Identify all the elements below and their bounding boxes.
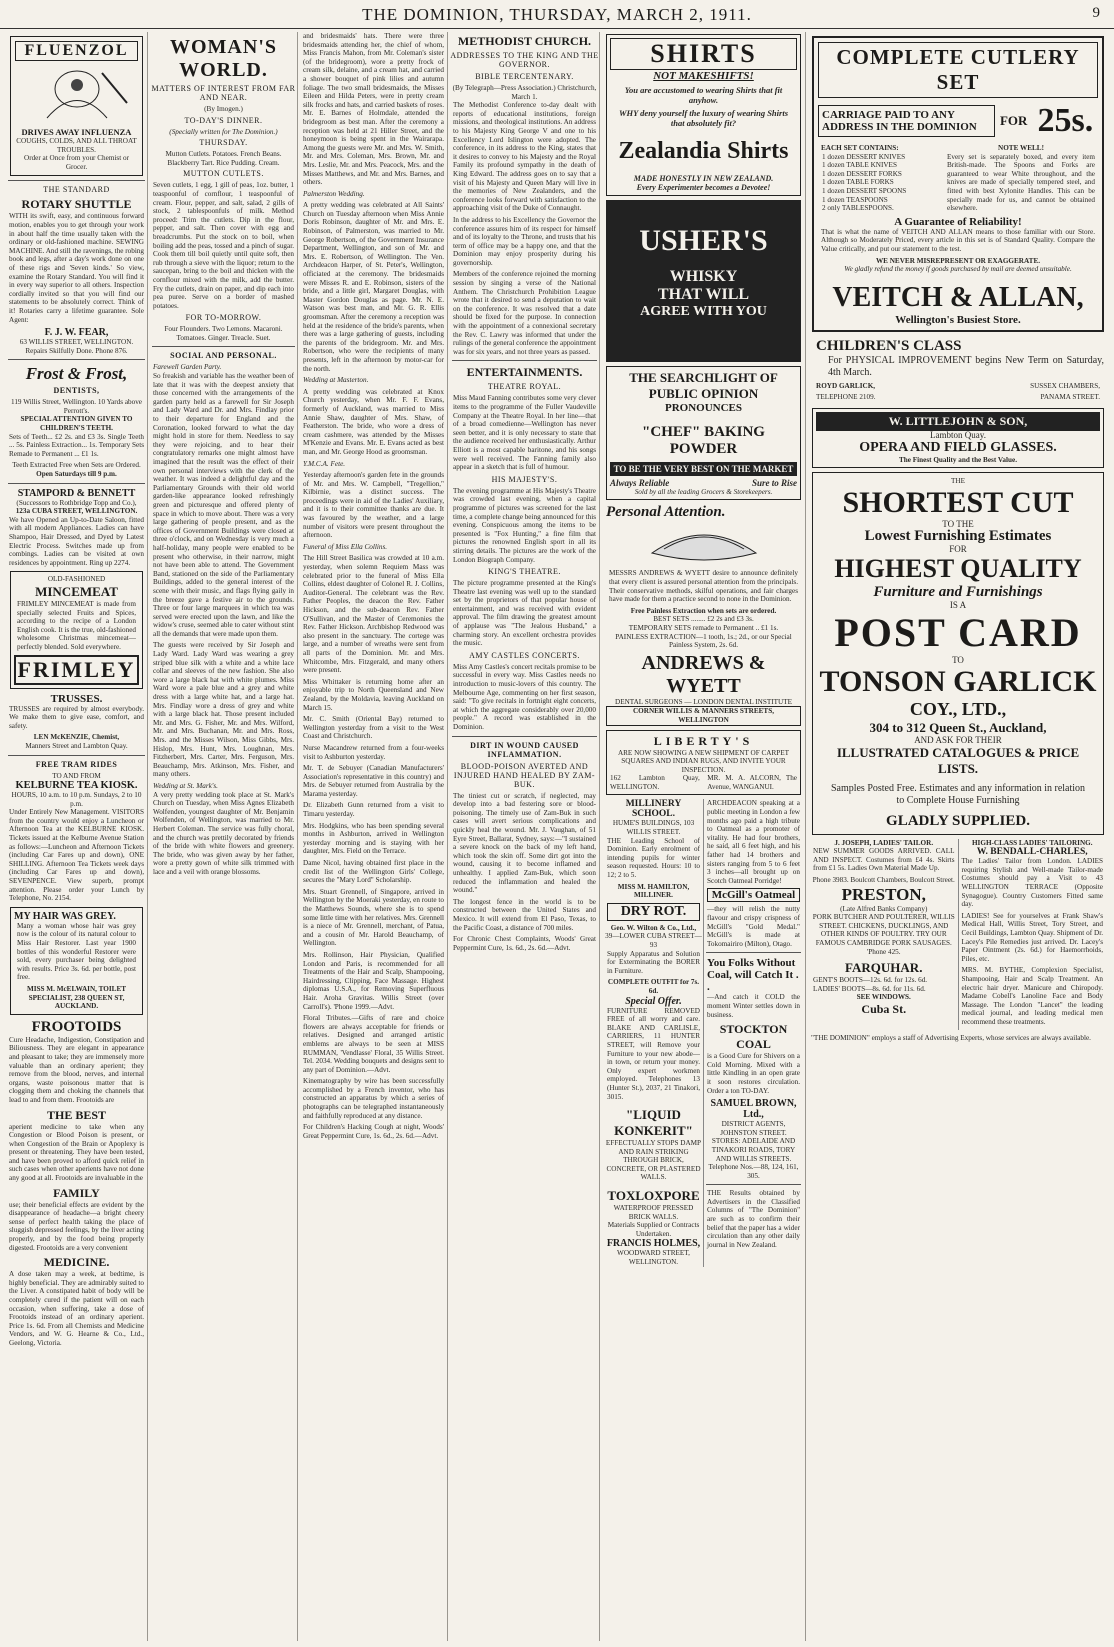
wedding-head: Wedding at St. Mark's.	[153, 781, 218, 790]
stampord-title: STAMPORD & BENNETT	[17, 487, 136, 499]
kiosk-body: Under Entirely New Management. VISITORS from the country would enjoy a Luncheon or Afternoon Tea at the KELBURNE KIOSK. Tickets issued at the Kelburne Avenue Station as follows:—Luncheon and Afternoon Tickets (including Car Fares up and down), ONE SHILLING. Afternoon Tea Tickets week days (including Car Fares up and down), SEVENPENCE. View superb, prompt attention. Please order your Lunch by Telephone, No. 2154.	[9, 808, 144, 903]
thursday-head: THURSDAY.	[199, 138, 248, 148]
cutlery-price: 25s.	[1037, 102, 1094, 139]
personal-painless-2: PAINLESS EXTRACTION—1 tooth, 1s.; 2d., or our Special Painless System, 2s. 6d.	[615, 632, 792, 650]
farquhar-title: FARQUHAR.	[845, 960, 923, 976]
toxloxpore-title: TOXLOXPORE	[607, 1188, 700, 1204]
cutlery-items	[818, 153, 944, 213]
preston-phone: 'Phone 425.	[866, 947, 901, 956]
folks-title: You Folks Without Coal, will Catch It . .	[707, 957, 799, 994]
social-head: SOCIAL AND PERSONAL.	[170, 351, 277, 361]
rotary-agent: F. J. W. FEAR,	[44, 327, 109, 339]
cutlery-guarantee-body: That is what the name of VEITCH AND ALLAN means to those familiar with our Store. Although so Moderately Priced, every article in this set is of Standard Quality. Compare the Value critically, and put our statement to the test.	[821, 227, 1095, 253]
castles-body: Miss Amy Castles's concert recitals promise to be successful in every way. Miss Castles needs no introduction to music-lovers of this country. The Melbourne Age, commenting on her first season, said: "To give recitals in fortnight eight concerts, at which the aggregate considerably over 20,000 people." A record was established in the Dominion.	[453, 662, 596, 731]
brown-company: SAMUEL BROWN, Ltd.,	[710, 1098, 797, 1121]
tonson-the: THE	[951, 477, 965, 486]
littlejohn-opera: OPERA AND FIELD GLASSES.	[859, 439, 1057, 455]
cutlery-refund: We gladly refund the money if goods purchased by mail are deemed unsuitable.	[844, 265, 1072, 274]
usher-ad	[606, 200, 801, 362]
millinery-body: THE Leading School of Dominion. Early enrolment of intending pupils for winter season requested. Hours: 10 to 12; 2 to 5.	[607, 836, 700, 880]
col5-left	[604, 799, 704, 1266]
recipe-body: Seven cutlets, 1 egg, 1 gill of peas, 1oz. butter, 1 teaspoonful of cornflour, 1 teaspoonful of cream. Flour, pepper, and salt, salad, 2 gills of stock, 2 tablespoonfuls of milk. Method proceed: Trim the cutlets. Dip in the flour, pepper, and salt. Then cover with egg and breadcrumbs. Put the stock on to boil, when boiling add the peas, tossed and a pinch of sugar. Cook them till boil quietly until quite soft, then rub through a sieve with the liquor; return to the saucepan, bring to the boil and thicken with the cornflour mixed with the milk, add the butter. Fry the cutlets, drain on paper, and dip each into pea puree. Serve on a border of mashed potatoes.	[153, 181, 294, 310]
tonson-catalogues: ILLUSTRATED CATALOGUES & PRICE LISTS.	[836, 744, 1080, 776]
tonson-gladly: GLADLY SUPPLIED.	[886, 812, 1030, 829]
fluenzol-line-3: Order at Once from your Chemist or Grocer.	[24, 154, 129, 171]
cutlery-note-body: Every set is separately boxed, and every item British-made. The Spoons and Forks are guaranteed to wear White throughout, and the knives are made of specially tempered steel, and fitted with best Xylonite Handles. This can be specially made for us, and cannot be obtained elsewhere.	[947, 152, 1095, 213]
cutlery-item: 1 dozen TEASPOONS	[822, 195, 888, 204]
children-tel: TELEPHONE 2109.	[816, 393, 876, 402]
blood-head: BLOOD-POISON AVERTED AND INJURED HAND HEALED BY ZAM-BUK.	[453, 761, 596, 789]
joseph-title: J. JOSEPH, LADIES' TAILOR.	[834, 838, 934, 847]
tonson-tto: TO	[952, 655, 964, 666]
tonson-coy: COY., LTD.,	[909, 699, 1007, 720]
stampord-address: 123a CUBA STREET, WELLINGTON.	[15, 507, 138, 516]
majesty-head: HIS MAJESTY'S.	[491, 474, 558, 484]
children-where-2: PANAMA STREET.	[1040, 393, 1100, 402]
rotary-address: 63 WILLIS STREET, WELLINGTON.	[19, 338, 134, 347]
divider	[8, 755, 145, 756]
shirts-brand: Zealandia Shirts	[618, 138, 789, 164]
dryrot-company: Geo. W. Wilton & Co., Ltd.,	[610, 923, 697, 932]
toxloxpore-company: FRANCIS HOLMES,	[606, 1238, 701, 1250]
tonson-ad	[812, 472, 1104, 835]
brown-stores: STORES: ADELAIDE AND TINAKORI ROADS, TORY AND WILLIS STREETS.	[711, 1137, 796, 1163]
farquhar-boots: GENT'S BOOTS—12s. 6d. for 12s. 6d.	[813, 976, 928, 985]
frootoids-body: Cure Headache, Indigestion, Constipation and Biliousness. They are elegant in appearance and pleasant to take; they are immensely more valuable than an ordinary aperient; they remove from the blood, nerves, and internal organs, waste poisonous matter that is clogging them and choking the channels that lead to and from them. Frootoids are	[9, 1035, 144, 1104]
chef-best: TO BE THE VERY BEST ON THE MARKET	[610, 462, 797, 476]
column-5	[602, 32, 806, 1641]
hair-body: Many a woman whose hair was grey now is the colour of its natural colour to Miss Hair Restorer. Last year 1900 bottles of this wonderful Restorer were sold, every purchaser being delighted with results. Price 3s. 6d. per bottle, post free.	[17, 921, 136, 982]
rotary-body: WITH its swift, easy, and continuous forward motion, enables you to get through your work in about half the time usually taken with the ordinary or old-fashioned machine. SEWING MACHINE. And still the ravenings, the robing book and legs, after a day's work done on one of these rigs and 'Seven kinds.' So view, examine the Rotary Standard. You will find it in every way superior to all others. Inspection cordially invited so that you will find our statements to be absolutely correct. Think of it! Rotaries carry a lifetime guarantee. Sole Agent:	[9, 212, 144, 324]
social-body-3: A very pretty wedding took place at St. Mark's Church on Tuesday, when Miss Agnes Elizabeth Wolfenden, youngest daughter of Mr. Benjamin Wolfenden, of Wellington, was married to Mr. Herbert Coleman. The service was fully choral, and the church was prettily decorated by friends of the bride with white flowers and greenery. The bride, who was given away by her father, wore a pretty gown of white silk trimmed with lace and a veil with orange blossoms.	[153, 790, 294, 876]
toxloxpore-body: WATERPROOF PRESSED BRICK WALLS.	[613, 1204, 694, 1221]
tonson-highest: HIGHEST QUALITY	[834, 553, 1082, 583]
andrews-wyett-brand: ANDREWS & WYETT	[641, 651, 766, 697]
tonson-furnishings: Furniture and Furnishings	[873, 583, 1043, 600]
brown-agents: DISTRICT AGENTS, JOHNSTON STREET.	[720, 1120, 787, 1137]
tonson-post-card: POST CARD	[834, 610, 1082, 656]
cutlery-item: 1 dozen DESSERT SPOONS	[822, 186, 907, 195]
cutlery-for: FOR	[999, 113, 1028, 128]
divider	[8, 180, 145, 181]
farquhar-ladies: LADIES' BOOTS—8s. 6d. for 11s. 6d.	[813, 984, 926, 993]
shirts-ad	[606, 34, 801, 196]
fluenzol-illustration	[17, 63, 137, 125]
frootoids-family-body: use; their beneficial effects are evident by the disappearance of headache—a bright cheery sense of perfect health taking the place of sluggish depressed feelings, by the liver acting properly, and by the food being properly digested. Frootoids are a very convenient	[9, 1200, 144, 1252]
dinner-head: TO-DAY'S DINNER.	[184, 115, 263, 125]
column-1	[6, 32, 148, 1641]
chef-always: Always Reliable	[610, 478, 670, 489]
trusses-address: Manners Street and Lambton Quay.	[25, 741, 128, 750]
liberty-title: LIBERTY'S	[653, 733, 754, 748]
tonson-ask: AND ASK FOR THEIR	[914, 735, 1002, 746]
dryrot-outfit: COMPLETE OUTFIT for 7s. 6d.	[607, 978, 700, 995]
bendall-title: HIGH-CLASS LADIES' TAILORING.	[971, 838, 1093, 847]
liberty-address-2: MR. M. A. ALCORN, The Avenue, WANGANUI.	[707, 774, 797, 791]
littlejohn-finest: The Finest Quality and the Best Value.	[898, 455, 1017, 464]
col6-left	[810, 839, 959, 1030]
liberty-body: ARE NOW SHOWING A NEW SHIPMENT OF CARPET SQUARES AND INDIAN RUGS, AND INVITE YOUR INSPECTION.	[617, 748, 790, 774]
divider	[8, 483, 145, 484]
personal-sets: BEST SETS ........ £2 2s and £3 3s.	[653, 615, 754, 624]
veitch-busiest: Wellington's Busiest Store.	[895, 313, 1021, 326]
masterton-head: Wedding at Masterton.	[303, 376, 369, 385]
usher-line-1: WHISKY	[669, 268, 738, 286]
kiosk-title: KELBURNE TEA KIOSK.	[15, 780, 138, 792]
children-class-ad	[812, 338, 1104, 402]
children-who: ROYD GARLICK,	[816, 381, 876, 390]
tomorrow-menu: Four Flounders. Two Lemons. Macaroni. Tomatoes. Ginger. Treacle. Suet.	[164, 325, 283, 342]
tonson-address: 304 to 312 Queen St., Auckland,	[869, 720, 1047, 736]
archdeacon-body-2: —they will relish the nutty flavour and crispy crispness of McGill's "Gold Medal." McGill's is made at Tokomairiro (Milton), Otago.	[707, 905, 800, 948]
dirt-head: DIRT IN WOUND CAUSED INFLAMMATION.	[470, 740, 579, 759]
stockton-title: STOCKTON	[719, 1022, 788, 1037]
methodist-sub: ADDRESSES TO THE KING AND THE GOVERNOR.	[450, 51, 599, 69]
col5-right	[704, 799, 803, 1266]
hair-ad	[10, 907, 143, 1015]
folks-body-2: is a Good Cure for Shivers on a Cold Morning. Mixed with a little Kindling in an open grate it soon restores circulation. Order a ton TO-DAY.	[707, 1052, 800, 1095]
joseph-tel: Phone 3983. Boulcott Chambers, Boulcott Street.	[812, 876, 955, 885]
mincemeat-ad	[10, 571, 143, 688]
trusses-seller: LEN McKENZIE, Chemist,	[33, 733, 120, 742]
theatre-body: Miss Maud Fanning contributes some very clever items to the programme of the Fuller Vaudeville Company at the Theatre Royal. In her line—that of a broad comedienne—Wellington has never seen better, and it is only necessary to state that the audience received her enthusiastically. Arthur Elliott is a most capable baritone, and his songs were well received. The Fanning family also appear in a sketch that is full of humour.	[453, 394, 596, 472]
andrews-wyett-ad	[606, 504, 801, 725]
frost-open: Open Saturdays till 9 p.m.	[36, 470, 117, 479]
rotary-kicker: THE STANDARD	[43, 185, 110, 195]
cutlery-title: COMPLETE CUTLERY SET	[818, 42, 1098, 98]
children-where: SUSSEX CHAMBERS,	[1030, 381, 1100, 390]
bendall-company: W. BENDALL-CHARLES,	[976, 847, 1088, 858]
frost-prices: Sets of Teeth... £2 2s. and £3 3s. Single Teeth ... 5s. Painless Extraction... 1s. Temporary Sets Remade to Permanent ... £1 1s.	[9, 432, 144, 458]
tonson-lowest: Lowest Furnishing Estimates	[864, 528, 1052, 545]
littlejohn-title: W. LITTLEJOHN & SON,	[816, 412, 1100, 431]
cutlery-item: 1 dozen DESSERT FORKS	[822, 169, 902, 178]
toxloxpore-supplied: Materials Supplied or Contracts Undertaken.	[607, 1221, 700, 1238]
chef-sold: Sold by all the leading Grocers & Storekeepers.	[634, 487, 773, 496]
frootoids-best-body: aperient medicine to take when any Congestion or Blood Poison is present, or when Congestion of the Brain or Apoplexy is present or threatening. They have been tested, and have been proved to afford quick relief in such cases when other aperients have not done any good at all. Frootoids are invaluable in the	[9, 1122, 144, 1183]
menu: Mutton Cutlets. Potatoes. French Beans. Blackberry Tart. Rice Pudding. Cream.	[165, 150, 282, 167]
divider	[452, 360, 597, 361]
littlejohn-ad	[812, 408, 1104, 468]
fluenzol-ad	[10, 36, 143, 176]
tonson-to: TO THE	[942, 518, 974, 529]
castles-head: AMY CASTLES CONCERTS.	[469, 650, 580, 660]
tomorrow-head: FOR TO-MORROW.	[185, 313, 262, 323]
social-body-1: So freakish and variable has the weather been of late that it was with the deepest anxiety that those concerned with the arrangements of the garden party held as a farewell for Sir Joseph and Lady Ward and Dr. and Mrs. Findlay prior to their departure for England and the Coronation, looked forward to what the day might hold in store for them. Needless to say they were rejoicing, and to hear their congratulatory remarks one might almost have imagined that the result was the effect of their own personal interviews with the clerk of the weather. It was indeed a delightful day and the Parliamentary Grounds with their old world garden-like appearance looked refreshingly green and picturesque and offered plenty of space in which to move about. There was a very large gathering of people present, and as the offices of Government Buildings were closed at three o'clock, and on Wednesday is very much a half-holiday, many people were enabled to be present who otherwise, in their narrow, might not have been able to attend. The Government Band, stationed on the side of the Parliamentary Buildings, added to the general interest of the scene with their music, and flags flying gaily in the breeze gave a festive air to the grounds. Three or four large marquees in which tea was served were erected upon the lawn, and like the widow's cruse, seemed able to cater without stint all the demands that were made upon them. The guests were received by Sir Joseph and Lady Ward. Lady Ward was wearing a grey striped blue silk with a white and a white lace collar and sleeves of the new fashion. She also wore a large black hat with white plumes. Miss Ward wore a pale blue and a grey and white dress with a large white hat, and a large hat. Mrs. Findlay wore a dress of grey and white with a large black hat. Those present included Mr. and Mrs. G. Fisher, Mr. and Mrs. Wilford, Mr. and Mrs. Buchanan, Mr. and Mrs. Ross, Mrs. and the Misses Wilson, Miss Gibbs, Mrs. Hislop, Mrs. Hunt, Mrs. Loughnan, Mrs. Fitzherbert, Mrs. Carter, Mrs. Ferguson, Mrs. Beauchamp, Mrs. Atkinson, Mrs. Fisher, and many others.	[153, 372, 294, 779]
frootoids-family: FAMILY	[53, 1185, 100, 1200]
results-note: THE Results obtained by Advertisers in the Classified Columns of "The Dominion" are such as to confirm their belief that the paper has a wider circulation than any other daily journal in New Zealand.	[707, 1189, 800, 1249]
personal-body: MESSRS ANDREWS & WYETT desire to announce definitely that every client is assured personal attention from the principals. Their conservative methods, skilful operations, and fair charges have made for them a practice second to none in the Dominion.	[609, 569, 798, 604]
kiosk-hours: HOURS, 10 a.m. to 10 p.m. Sundays, 2 to 10 p.m.	[11, 791, 142, 808]
divider	[152, 346, 295, 347]
shirts-experimenter: Every Experimenter becomes a Devotee!	[636, 182, 771, 192]
ymca-head: Y.M.C.A. Fete.	[303, 459, 346, 468]
trusses-body: TRUSSES are required by almost everybody. We make them to give ease, comfort, and safety.	[9, 704, 144, 730]
bible-head: BIBLE TERCENTENARY.	[475, 72, 574, 81]
toxloxpore-address: WOODWARD STREET, WELLINGTON.	[617, 1249, 690, 1267]
funeral-head: Funeral of Miss Ella Collins.	[303, 542, 388, 551]
column-2	[150, 32, 298, 1641]
liberty-ad	[606, 730, 801, 796]
offer-body: FURNITURE REMOVED FREE of all worry and care. BLAKE AND CARLISLE, CARRIERS, 11 HUNTER STREET, will Remove your Furniture to your new abode—in town, or return your money. Only expert workmen employed. Telephones 13 (Hunter St.), 2037, 21 Tinakori, 3015.	[607, 1006, 700, 1101]
mincemeat-body: FRIMLEY MINCEMEAT is made from specially selected Fruits and Spices, according to the recipe of a London English cook. It is the true, old-fashioned wholesome Christmas mincemeat—perfectly blended. Sold everywhere.	[17, 599, 136, 651]
hair-seller: MISS M. McELWAIN, TOILET SPECIALIST, 238 QUEEN ST, AUCKLAND.	[26, 984, 127, 1011]
farewell-head: Farewell Garden Party.	[153, 363, 222, 372]
dryrot-body: Supply Apparatus and Solution for Exterminating the BORER in Furniture.	[607, 949, 700, 975]
liquid-body: EFFECTUALLY STOPS DAMP AND RAIN STRIKING THROUGH BRICK, CONCRETE, OR PLASTERED WALLS.	[605, 1139, 702, 1182]
frootoids-medicine: MEDICINE.	[43, 1255, 110, 1270]
cutlery-guarantee: A Guarantee of Reliability!	[894, 215, 1022, 228]
palmerston-head: Palmerston Wedding.	[303, 189, 365, 198]
frootoids-best: THE BEST	[46, 1107, 107, 1122]
masthead	[0, 0, 1114, 29]
usher-title: USHER'S	[639, 224, 768, 258]
col6-split	[810, 839, 1106, 1030]
children-body: For PHYSICAL IMPROVEMENT begins New Term on Saturday, 4th March.	[828, 354, 1104, 378]
usher-line-3: AGREE WITH YOU	[640, 304, 767, 320]
tonson-for: FOR	[949, 544, 967, 555]
farquhar-street: Cuba St.	[861, 1001, 907, 1016]
dirt-body: The tiniest cut or scratch, if neglected, may develop into a bad festering sore or blood-poisoning. The timely use of Zam-Buk in such cases will avert serious complications and quickly heal the wound. Mr. J. Vaughan, of 51 Eyre Street, Ballarat, Sydney, says:—"I sustained a severe knock on the back of my left hand, which took the skin off. Some dirt got into the wound, causing it to become inflamed and unhealthy. I applied Zam-Buk, which soon reduced the inflammation and healed the wound." The longest fence in the world is to be constructed between the United States and Mexico. It will extend from El Paso, Texas, to the Pacific Coast, a distance of 700 miles. For Chronic Chest Complaints, Woods' Great Peppermint Cure, 1s. 6d., 2s. 6d.—Advt.	[453, 791, 596, 952]
womans-world-sub: MATTERS OF INTEREST FROM FAR AND NEAR.	[151, 84, 296, 102]
chef-ad	[606, 366, 801, 500]
column-4	[450, 32, 600, 1641]
searchlight-word: PRONOUNCES	[664, 402, 742, 415]
column-6	[808, 32, 1108, 1641]
majesty-body: The evening programme at His Majesty's Theatre was crowded last evening, when a capital programme of pictures was screened for the last time, a complete change being announced for this evening. Conspicuous among the items to be presented is "Fox Hunting," a fine film that pictures the renowned English sport in all its stirring details. The pictures are the work of the London Biograph Company.	[453, 486, 596, 564]
divider	[706, 1184, 801, 1185]
farquhar-see: SEE WINDOWS.	[856, 993, 911, 1002]
dominion-note: "THE DOMINION" employs a staff of Advertising Experts, whose services are always available.	[811, 1033, 1091, 1042]
divider	[452, 736, 597, 737]
col6-right	[959, 839, 1107, 1030]
shirts-made: MADE HONESTLY IN NEW ZEALAND.	[633, 174, 774, 183]
shirts-title: SHIRTS	[610, 38, 797, 70]
page-number: 9	[1092, 5, 1100, 21]
offer-title: Special Offer.	[625, 995, 682, 1007]
tonson-brand: TONSON GARLICK	[819, 665, 1097, 699]
shirts-tag: NOT MAKESHIFTS!	[653, 70, 754, 82]
chef-rise: Sure to Rise	[751, 478, 797, 489]
cutlery-note: NOTE WELL!	[998, 144, 1044, 152]
tonson-samples: Samples Posted Free. Estimates and any information in relation to Complete House Furnishing	[830, 782, 1086, 806]
mincemeat-kicker: OLD-FASHIONED	[47, 575, 106, 584]
preston-body: PORK BUTCHER AND POULTERER, WILLIS STREET. CHICKENS, DUCKLINGS, AND OTHER KINDS OF POULTRY. TRY OUR FAMOUS CAMBRIDGE PORK SAUSAGES.	[812, 913, 955, 947]
personal-title: Personal Attention.	[606, 504, 726, 521]
frootoids-title: FROOTOIDS	[31, 1018, 122, 1035]
kings-head: KING'S THEATRE.	[488, 567, 561, 577]
mincemeat-brand: FRIMLEY	[14, 655, 139, 685]
rotary-title: ROTARY SHUTTLE	[21, 197, 132, 212]
methodist-body: The Methodist Conference to-day dealt with reports of educational institutions, foreign missions, and theological institutions. An address to his Majesty King George V and one to his Excellency Lord Islington were adopted. The conference, in its address to the King, states that it desires to convey to his Majesty and the Royal Family its profound sympathy in the death of King Edward. The address goes on to say that a visit of his Majesty and Queen Mary will live in the memories of New Zealanders, and the conference looks forward with satisfaction to the approaching visit of the Duke of Connaught. In the address to his Excellency the Governor the conference assures him of its respect for himself and of its loyalty to the Throne, and trusts that his term of office may be a happy one, and that the Dominion may enjoy prosperity during his governorship. Members of the conference rejoined the morning session by singing a verse of the National Anthem. The Christchurch Prohibition League wrote that it desired to send a deputation to wait on the conference. It was resolved that a date should be fixed for the purpose. In connection with the appointment of a connexional secretary the Rev. C. Lawry was informed that under the rulings of the general conference the appointment was for six years, and not three years as passed.	[453, 101, 596, 356]
dentures-illustration	[644, 523, 764, 567]
andrews-wyett-corner: CORNER WILLIS & MANNERS STREETS, WELLINGTON	[606, 706, 801, 725]
cutlery-carriage: CARRIAGE PAID TO ANY ADDRESS IN THE DOMINION	[818, 105, 995, 137]
chef-brand: "CHEF" BAKING POWDER	[642, 424, 765, 458]
dryrot-address: 39—LOWER CUBA STREET—93	[605, 932, 702, 949]
millinery-address: HUME'S BUILDINGS, 103 WILLIS STREET.	[612, 819, 695, 837]
frost-ad	[6, 364, 147, 478]
children-title: CHILDREN'S CLASS	[816, 337, 962, 354]
cutlery-never: WE NEVER MISREPRESENT OR EXAGGERATE.	[875, 256, 1041, 265]
personal-painless: Free Painless Extraction when sets are ordered.	[630, 606, 777, 615]
kings-body: The picture programme presented at the King's Theatre last evening was well up to the standard set by the proprietors of that popular house of entertainment, and was received with evident approval. The film drawing the greatest amount of applause was "The Jealous Husband," a charming story. An excellent orchestra provides the music.	[453, 579, 596, 648]
cutlery-each: EACH SET CONTAINS:	[821, 144, 899, 152]
stampord-body: We have Opened an Up-to-Date Saloon, fitted with all modern Appliances. Ladies can have Shampoo, Hair Dressed, and Dyed by Latest Electric Process. Switches made up from combings. Ladies can be visited at own residences by appointment. Ring up 2274.	[9, 515, 144, 567]
shirts-line-2: WHY deny yourself the luxury of wearing Shirts that absolutely fit?	[619, 108, 788, 128]
kiosk-sub: TO AND FROM	[52, 771, 101, 780]
column-3	[300, 32, 448, 1641]
preston-sub: (Late Alfred Banks Company)	[840, 904, 928, 913]
brown-telephone: Telephone Nos.—88, 124, 161, 305.	[708, 1163, 799, 1180]
littlejohn-address: Lambton Quay.	[930, 429, 986, 440]
joseph-body: NEW SUMMER GOODS ARRIVED. CALL AND INSPECT. Costumes from £4 4s. Skirts from £1 5s. Ladies Own Material Made Up.	[813, 847, 955, 873]
telegraph: (By Telegraph—Press Association.) Christchurch, March 1.	[452, 84, 597, 101]
veitch-brand: VEITCH & ALLAN,	[832, 281, 1084, 313]
divider	[8, 359, 145, 360]
mincemeat-title: MINCEMEAT	[35, 583, 118, 599]
frost-role: DENTISTS,	[53, 386, 100, 396]
divider	[706, 952, 801, 953]
folks-body: —And catch it COLD the moment Winter settles down in business.	[707, 993, 800, 1019]
cutlery-item: 2 only TABLESPOONS.	[822, 204, 894, 213]
col5-split	[604, 799, 803, 1266]
millinery-title: MILLINERY SCHOOL.	[625, 799, 682, 820]
rotary-repairs: Repairs Skilfully Done. Phone 876.	[25, 346, 128, 355]
dinner-note: (Specially written for The Dominion.)	[169, 127, 278, 136]
womans-world-title: WOMAN'S WORLD.	[170, 36, 277, 81]
archdeacon-body: ARCHDEACON speaking at a public meeting in London a few months ago paid a high tribute to Oatmeal as a promoter of vitality. He had four brothers, he said, all 6 feet high, and his father had 14 brothers and sisters ranging from 5 to 6 feet 3 inches—all brought up on Scotch Oatmeal Porridge!	[707, 799, 800, 885]
tonson-shortest: SHORTEST CUT	[842, 485, 1074, 519]
col3-body: and bridesmaids' hats. There were three bridesmaids attending her, the chief of whom, Miss Francis Mahon, from Mr. Coleman's sister (of the bridegroom), wore a pretty frock of cream silk, delaine, and a cream hat, and carried a shower bouquet of pink lilies and autumn foliage. The two small bridesmaids, the Misses Eileen and Hilda Peters, were in pretty cream silk frocks and hats, and carried baskets of roses. Mr. E. Barnes of Holmdale, attended the bridegroom as best man. After the ceremony a reception was held at 21 Hiller Street, and the honeymoon is being spent in the Wairarapa. Among the guests were Mr. and Mrs. W. Smith, Mr. and Mrs. Coleman, Mrs. Brown, Mr. and Mrs. Leslie, Mr. and Mrs. Peacock, Mrs. and the Misses Matthews, and Mr. and Mrs. Barnes, and others. Palmerston Wedding. A pretty wedding was celebrated at All Saints' Church on Tuesday afternoon when Miss Annie Doris Robinson, daughter of Mr. and Mrs. E. Robinson, of Palmerston, was married to Mr. George Robertson, of the Government Insurance Department, Wellington, and son of Mr. and Mrs. E. Robertson, of Wellington. The Ven. Archdeacon Harper, of St. Peter's, Wellington, officiated at the ceremony. The bridesmaids were Misses R. and E. Robinson, sisters of the bride, and a little girl, Margaret Douglas, with Master Gordon Douglas as page. Mr. N. E. Watson was best man, and Mr. G. R. Ellis groomsman. After the ceremony a reception was held at the residence of the bride's parents, when there was a large gathering of guests, including the parents of the bridegroom. Mr. and Mrs. Robertson, who were the recipients of many presents, left in the afternoon by motor-car for the north. Wedding at Masterton. A pretty wedding was celebrated at Knox Church yesterday, when Mr. F. F. Evans, formerly of Auckland, was married to Miss Annie Shaw, daughter of Mrs. Shaw, of Featherston. The bride, who wore a dress of cream cashmere, was attended by the Misses M'Kenzie and Evans. Mr. E. Evans acted as best man, and Mr. George Hood as groomsman. Y.M.C.A. Fete. Yesterday afternoon's garden fete in the grounds of Mr. and Mrs. W. Campbell, "Tregellion," Kilbirnie, was a distinct success. The proceedings were in aid of the Ladies' Auxiliary, and it is to their committee thanks are due. It was favoured by the weather, and a large number of visitors were present throughout the afternoon. Funeral of Miss Ella Collins. The Hill Street Basilica was crowded at 10 a.m. yesterday, when solemn Requiem Mass was celebrated prior to the funeral of Miss Ella Collins, eldest daughter of Colonel R. J. Collins, Auditor-General. The celebrant was the Rev. Father Peoples, the deacon the Rev. Father Hickson, and the sub-deacon Rev. Father O'Sullivan, and the Master of Ceremonies the Rev. Father Hickson. Archbishop Redwood was also present in the sanctuary. The cortege was large, and a number of wreaths were sent from all parts of the Dominion. Mr. and Mrs. Whitcombe, Mrs. Fitzgerald, and many others were present. Miss Whittaker is returning home after an enjoyable trip to North Queensland and New Zealand, by the Moldavia, leaving Auckland on March 15. Mr. C. Smith (Oriental Bay) returned to Wellington yesterday from a visit to the West Coast and Christchurch. Nurse Macandrew returned from a four-weeks visit to Ashburton yesterday. Mr. T. de Sebuyer (Canadian Manufacturers' Association's representative in this country) and Mrs. de Sebuyer returned from Australia by the Marama yesterday. Dr. Elizabeth Gunn returned from a visit to Timaru yesterday. Mrs. Hodgkins, who has been spending several months in Ashburton, arrived in Wellington yesterday morning and is staying with her daughter, Mrs. Field on the Terrace. Dame Nicol, having obtained first place in the credit list of the Wellington Girls' College, secures the "Mary Lord" Scholarship. Mrs. Stuart Grennell, of Singapore, arrived in Wellington by the Moeraki yesterday, en route to the Matthews Sounds, where she is to spend some little time with her relatives. Mrs. Grennell is a niece of Mr. Grennell, merchant, of Patua, and a cousin of Mr. Harold Beauchamp, of Wellington. Mrs. Rollinson, Hair Physician, Qualified London and Paris, is recommended for all Treatments of the Hair and Scalp, Shampooing, Hairdressing, Clipping, Face Massage. Highest diplomas U.S.A., for Removing Superfluous Hair. Aroha Gravitas. Willis Street (over Carroll's). 'Phone 1999.—Advt. Floral Tributes.—Gifts of rare and choice flowers are always acceptable for friends or relatives. Designed and arranged artistic emblems are always to be seen at MISS RUMMAN, 'Vendlasse' Floral, 35 Willis Street. Tel. 2034. Wedding bouquets and designs sent to any part of Dominion.—Advt. Kinematography by wire has been successfully accomplished by a French inventor, who has constructed an apparatus by which a series of photographs can be telegraphed instantaneously and faithfully reproduced at any distance. For Children's Hacking Cough at night, Woods' Great Peppermint Cure, 1s. 6d., 2s. 6d.—Advt.	[303, 32, 444, 1140]
kiosk-kicker: FREE TRAM RIDES	[35, 759, 118, 769]
shirts-line-1: You are accustomed to wearing Shirts that fit anyhow.	[624, 85, 783, 105]
cutlery-item: 1 dozen DESSERT KNIVES	[822, 152, 906, 161]
tonson-isa: IS A	[949, 599, 967, 610]
fluenzol-line-1: DRIVES AWAY INFLUENZA	[21, 127, 132, 137]
frost-extract: Teeth Extracted Free when Sets are Ordered.	[12, 461, 141, 470]
byline: (By Imogen.)	[204, 105, 243, 113]
fluenzol-title: FLUENZOL	[15, 41, 138, 61]
cutlery-ad	[812, 36, 1104, 332]
trusses-title: TRUSSES.	[50, 692, 103, 705]
entertainments-head: ENTERTAINMENTS.	[466, 365, 583, 380]
mcgill-brand: McGill's Oatmeal	[707, 888, 800, 902]
cutlery-item: 1 dozen TABLE FORKS	[822, 178, 894, 187]
dryrot-title: DRY ROT.	[607, 903, 700, 921]
frootoids-medicine-body: A dose taken may a week, at bedtime, is highly beneficial. They are admirably suited to the Liver. A constipated habit of body will be completely cured if the patient will on each occasion, when suffering, take a dose of Frootoids instead of an ordinary aperient. Price 1s. 6d. From all Chemists and Medicine Vendors, and W. G. Hearne & Co., Ltd., Geelong, Victoria.	[9, 1270, 144, 1347]
liquid-title: "LIQUID KONKERIT"	[614, 1107, 693, 1139]
usher-line-2: THAT WILL	[657, 286, 750, 304]
cutlery-item: 1 dozen TABLE KNIVES	[822, 161, 897, 170]
searchlight-title: THE SEARCHLIGHT OF PUBLIC OPINION	[629, 370, 778, 402]
frost-title: Frost & Frost,	[25, 364, 128, 384]
newspaper-title: THE DOMINION, THURSDAY, MARCH 2, 1911.	[362, 5, 752, 24]
frost-special: SPECIAL ATTENTION GIVEN TO CHILDREN'S TEETH.	[20, 415, 133, 433]
methodist-title: METHODIST CHURCH.	[457, 34, 592, 48]
liberty-address-1: 162 Lambton Quay, WELLINGTON.	[610, 774, 700, 791]
stampord-sub: (Successors to Rothbridge Topp and Co.),	[16, 498, 137, 507]
bendall-body: The Ladies' Tailor from London. LADIES requiring Stylish and Well-made Tailor-made Costumes should pay a Visit to 43 WELLINGTON TERRACE (Opposite Synagogue). Country Customers Fitted same day. LADIES! See for yourselves at Frank Shaw's Medical Hall, Willis Street, Tory Street, and Cecil Buildings, Lambton Quay. Shipment of Dr. Lacey's Pile Remedies just arrived. Dr. Lacey's Paper Ointment (2s. 6d.) for Haemorrhoids, Piles, etc.	[961, 857, 1103, 963]
frost-address: 119 Willis Street, Wellington. 10 Yards above Perrott's.	[11, 398, 142, 415]
preston-title: PRESTON,	[841, 884, 926, 904]
hair-title: MY HAIR WAS GREY.	[14, 910, 116, 922]
andrews-wyett-dental: DENTAL SURGEONS — LONDON DENTAL INSTITUTE	[615, 697, 792, 706]
personal-temp: TEMPORARY SETS remade to Permanent .. £1 1s.	[628, 623, 779, 632]
recipe-head: MUTTON CUTLETS.	[183, 169, 264, 179]
beattie-body: MRS. M. BYTHE, Complexion Specialist, Shampooing, Hair and Scalp Treatment. An electric hair dryer. Manicure and Chiropody. Madame Cobell's Lanoline Face and Body Massage. The London "Lancet" the leading medical journal, and leading medical men recommend these treatments.	[961, 966, 1103, 1026]
millinery-by: MISS M. HAMILTON, MILLINER.	[617, 882, 690, 900]
coal-title: COAL	[736, 1037, 771, 1052]
fluenzol-line-2: COUGHS, COLDS, AND ALL THROAT TROUBLES.	[16, 137, 137, 154]
theatre-royal-head: THEATRE ROYAL.	[487, 382, 562, 392]
